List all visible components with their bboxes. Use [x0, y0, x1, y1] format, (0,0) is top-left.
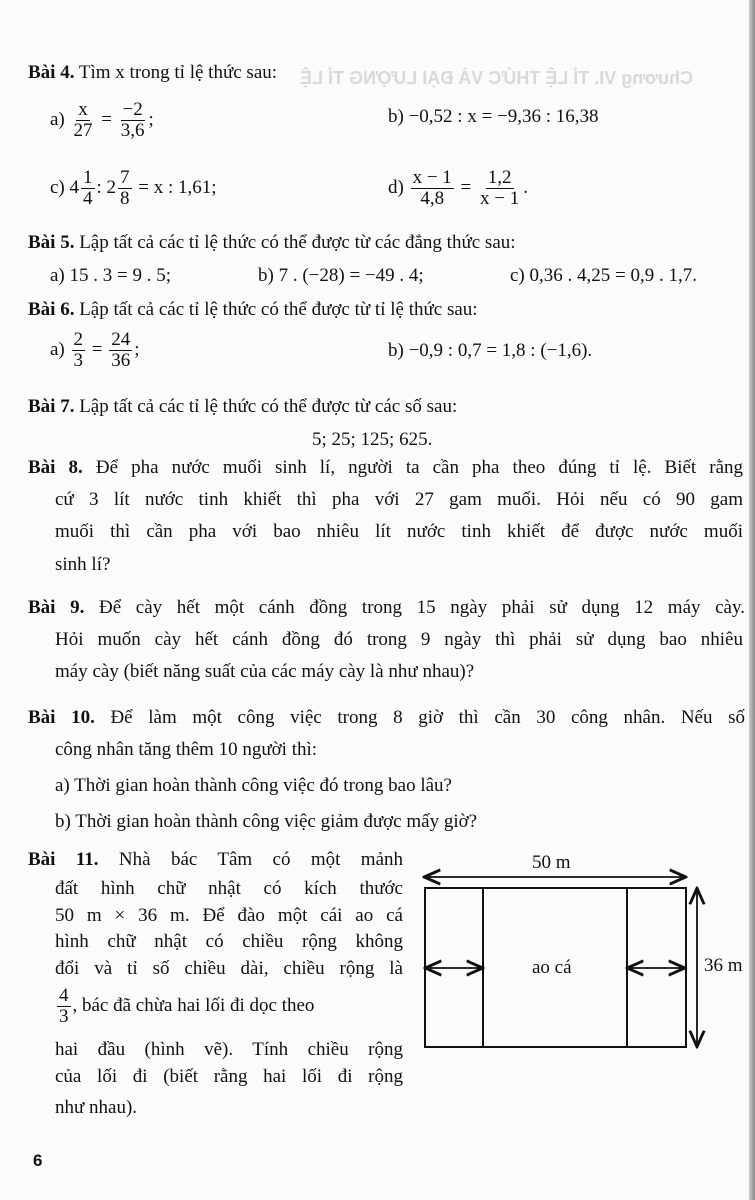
- exercise-11-line: đổi và tỉ số chiều dài, chiều rộng là: [55, 958, 403, 979]
- pond-label: ao cá: [532, 957, 572, 978]
- exercise-11-line: đất hình chữ nhật có kích thước: [55, 878, 403, 899]
- exercise-9-line: Hỏi muốn cày hết cánh đồng đó trong 9 ngày thì phải sử dụng bao nhiêu: [55, 629, 743, 650]
- exercise-5b: b) 7 . (−28) = −49 . 4;: [258, 265, 424, 286]
- exercise-6a: a) $\frac{2}{3}$ = $\frac{24}{36}$ ;: [50, 329, 140, 371]
- exercise-8-line: Bài 8. Để pha nước muối sinh lí, người ta cần pha theo đúng tỉ lệ. Biết rằng: [28, 457, 744, 478]
- exercise-7-numbers: 5; 25; 125; 625.: [312, 429, 433, 450]
- exercise-9-line: máy cày (biết năng suất của các máy cày là như nhau)?: [55, 661, 475, 682]
- exercise-6-heading: Bài 6. Lập tất cả các tỉ lệ thức có thể được từ tỉ lệ thức sau:: [28, 299, 478, 320]
- exercise-8-line: cứ 3 lít nước tinh khiết thì pha với 27 gam muối. Hỏi nếu có 90 gam: [55, 489, 743, 510]
- exercise-text: Tìm x trong tỉ lệ thức sau:: [78, 62, 278, 83]
- exercise-5c: c) 0,36 . 4,25 = 0,9 . 1,7.: [510, 265, 697, 286]
- exercise-10-line: Bài 10. Để làm một công việc trong 8 giờ thì cần 30 công nhân. Nếu số: [28, 707, 745, 728]
- exercise-10b: b) Thời gian hoàn thành công việc giảm được mấy giờ?: [55, 811, 478, 832]
- exercise-6b: b) −0,9 : 0,7 = 1,8 : (−1,6).: [388, 340, 593, 361]
- exercise-number: Bài 4.: [28, 62, 75, 83]
- exercise-5a: a) 15 . 3 = 9 . 5;: [50, 265, 172, 286]
- exercise-7-heading: Bài 7. Lập tất cả các tỉ lệ thức có thể được từ các số sau:: [28, 396, 458, 417]
- exercise-11-line: của lối đi (biết rằng hai lối đi rộng: [55, 1066, 403, 1087]
- width-label: 50 m: [532, 852, 571, 873]
- page-number: 6: [33, 1151, 43, 1170]
- exercise-8-line: muối thì cần pha với bao nhiêu lít nước tinh khiết để được nước muối: [55, 521, 743, 542]
- bleed-through-header: Chương VI. TỈ LỆ THỨC VÀ ĐẠI LƯỢNG TỈ LỆ: [300, 68, 694, 88]
- exercise-4a: a) $\frac{x}{27}$ = $\frac{-2}{3,6}$ ;: [50, 99, 154, 141]
- height-label: 36 m: [704, 955, 743, 976]
- exercise-4c: c) 4 $\frac{1}{4}$ : 2 $\frac{7}{8}$ = x : 1,61;: [50, 167, 217, 209]
- exercise-10-line: công nhân tăng thêm 10 người thì:: [55, 739, 318, 760]
- exercise-11-line: 50 m × 36 m. Để đào một cái ao cá: [55, 905, 403, 926]
- exercise-11-line: như nhau).: [55, 1097, 138, 1118]
- exercise-4d: d) $\frac{x - 1}{4,8}$ = $\frac{1,2}{x - 1}$ .: [388, 167, 528, 209]
- exercise-9-line: Bài 9. Để cày hết một cánh đồng trong 15 ngày phải sử dụng 12 máy cày.: [28, 597, 746, 618]
- exercise-8-line: sinh lí?: [55, 554, 111, 575]
- exercise-11-line: Bài 11. Nhà bác Tâm có một mảnh: [28, 849, 404, 870]
- page-edge: [749, 0, 755, 1200]
- exercise-10a: a) Thời gian hoàn thành công việc đó trong bao lâu?: [55, 775, 452, 796]
- exercise-11-line: hình chữ nhật có chiều rộng không: [55, 931, 403, 952]
- exercise-4b: b) −0,52 : x = −9,36 : 16,38: [388, 106, 599, 127]
- exercise-5-heading: Bài 5. Lập tất cả các tỉ lệ thức có thể được từ các đẳng thức sau:: [28, 232, 516, 253]
- exercise-11-line: hai đầu (hình vẽ). Tính chiều rộng: [55, 1039, 403, 1060]
- exercise-11-line: $\frac{4}{3}$ , bác đã chừa hai lối đi dọc theo: [59, 985, 315, 1027]
